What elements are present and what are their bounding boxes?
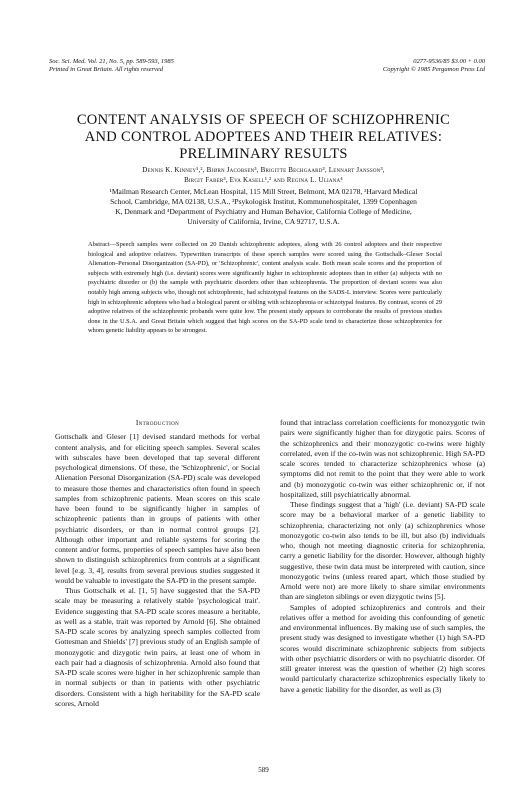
body-paragraph: Thus Gottschalk et al. [1, 5] have suggested that the SA-PD scale may be measuring a relatively stable 'psychological trait'. Evidence suggesting that SA-PD scale scores measure a heritable, as well as a stable, trait was reported by Arnold [6]. She obtained SA-PD scale scores by analyzing speech samples collected from Gottesman and Shields' [7] previous study of an English sample of monozygotic and dizygotic twin pairs, at least one of whom in each pair had a diagnosis of schizophrenia. Arnold also found that SA-PD scale scores were higher in her schizophrenic sample than in normal subjects or than in patients with other psychiatric disorders. Consistent with a high heritability for the SA-PD scale scores, Arnold xyxy=(55,586,260,708)
issn-code: 0277-9536/85 $3.00 + 0.00 xyxy=(413,58,485,65)
abstract xyxy=(88,240,442,336)
masthead-left xyxy=(49,58,174,74)
title-line: PRELIMINARY RESULTS xyxy=(179,146,348,162)
title-line: AND CONTROL ADOPTEES AND THEIR RELATIVES: xyxy=(84,129,443,145)
right-column xyxy=(280,418,485,695)
copyright-notice: Copyright © 1985 Pergamon Press Ltd xyxy=(382,66,485,73)
body-paragraph: found that intraclass correlation coefficients for monozygotic twin pairs were significantly higher than for dizygotic pairs. Scores of the schizophrenics and their monozygotic co-twins were highly correlated, even if the co-twin was not schizophrenic. High SA-PD scale scores tended to characterize schizophrenics whose (a) symptoms did not remit to the point that they were able to work and (b) monozygotic co-twin was either schizophrenic or, if not hospitalized, still psychiatrically abnormal. xyxy=(280,418,485,499)
page-number: 589 xyxy=(258,766,269,774)
printed-notice: Printed in Great Britain. All rights reserved xyxy=(49,66,164,73)
author-line: Dennis K. Kinney¹,², Bjørn Jacobsen³, Brigitte Bechgaard³, Lennart Jansson³, xyxy=(142,166,385,174)
journal-citation: Soc. Sci. Med. Vol. 21, No. 5, pp. 589-593, 1985 xyxy=(49,58,174,65)
section-heading-introduction: Introduction xyxy=(135,418,180,427)
author-list xyxy=(55,165,472,185)
body-paragraph: Samples of adopted schizophrenics and controls and their relatives offer a method for avoiding this confounding of genetic and environmental influences. By making use of such samples, the present study was designed to investigate whether (1) high SA-PD scores would discriminate schizophrenic subjects from subjects with other psychiatric disorders or with no psychiatric disorder. Of still greater interest was the question of whether (2) high scores would particularly characterize schizophrenics especially likely to have a genetic liability for the disorder, as well as (3) xyxy=(280,602,485,694)
author-line: Birgit Faber³, Eva Kasell¹,² and Regina L. Uliana⁴ xyxy=(184,176,343,184)
affiliations xyxy=(52,187,475,227)
left-column xyxy=(55,418,260,709)
abstract-text: Abstract—Speech samples were collected on 20 Danish schizophrenic adoptees, along with 26 control adoptees and their respective biological and adoptive relatives. Typewritten transcripts of these speech samples were scored using the Gottschalk–Gleser Social Alienation–Personal Disorganization (SA-PD), or 'Schizophrenic', content analysis scale. Both mean scale scores and the proportion of subjects with extremely high (i.e. deviant) scores were significantly higher in schizophrenic adoptees than in either (a) subjects with no psychiatric disorder or (b) the sample with psychiatric disorders other than schizophrenia. The proportion of deviant scores was also notably high among subjects who, though not schizophrenic, had schizotypal features on the SADS-L interview. Scores were particularly high in schizophrenic adoptees who had a biological parent or sibling with schizophrenia or schizotypal features. By contrast, scores of 29 adoptive relatives of the schizophrenic probands were quite low. The present study appears to corroborate the results of previous studies done in the U.S.A. and Great Britain which suggest that high scores on the SA-PD scale tend to characterize those schizophrenics for whom genetic liability appears to be strongest. xyxy=(88,241,442,335)
title-line: CONTENT ANALYSIS OF SPEECH OF SCHIZOPHRENIC xyxy=(76,112,451,128)
body-paragraph: Gottschalk and Gleser [1] devised standard methods for verbal content analysis, and for eliciting speech samples. Several scales with subscales have been developed that tap several different psychological dimensions. Of these, the 'Schizophrenic', or Social Alienation Personal Disorganization (SA-PD) scale was developed to measure those themes and characteristics often found in speech samples from schizophrenic patients. Mean scores on this scale have been found to be significantly higher in samples of schizophrenic patients than in groups of patients with other psychiatric disorders, or than in normal control groups [2]. Although other important and reliable systems for scoring the content and/or forms, properties of speech samples have also been shown to distinguish schizophrenics from controls at a significant level [e.g. 3, 4], results from several previous studies suggested it would be valuable to investigate the SA-PD in the present sample. xyxy=(55,432,260,585)
title-block xyxy=(40,112,487,163)
affiliation-line: University of California, Irvine, CA 92717, U.S.A. xyxy=(187,217,340,226)
affiliation-line: ¹Mailman Research Center, McLean Hospital, 115 Mill Street, Belmont, MA 02178, ²Harvard Medical xyxy=(109,187,418,196)
masthead-right xyxy=(383,58,485,74)
paper-title xyxy=(40,112,487,163)
body-paragraph: These findings suggest that a 'high' (i.e. deviant) SA-PD scale score may be a behavioral marker of a genetic liability to schizophrenia, characterizing not only (a) schizophrenics whose monozygotic co-twin also tends to be ill, but also (b) individuals who, though not meeting diagnostic criteria for schizophrenia, carry a genetic liability for the disorder. However, although highly suggestive, these twin data must be interpreted with caution, since monozygotic twins (unless reared apart, which those studied by Arnold were not) are more likely to share similar environments than are singleton siblings or even dizygotic twins [5]. xyxy=(280,500,485,602)
affiliation-line: School, Cambridge, MA 02138, U.S.A., ³Psykologisk Institut, Kommunehospitalet, 1399 Copenhagen xyxy=(110,197,417,206)
affiliation-line: K, Denmark and ⁴Department of Psychiatry and Human Behavior, California College of Medicine, xyxy=(115,207,412,216)
